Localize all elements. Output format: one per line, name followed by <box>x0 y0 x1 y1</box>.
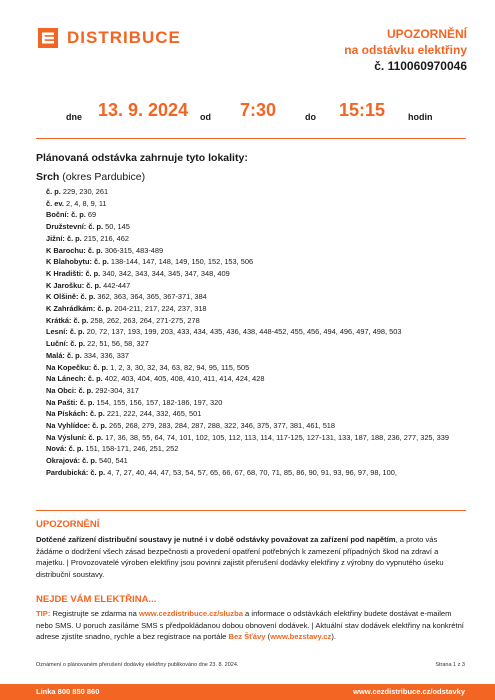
street-name: K Barochu: <box>46 245 86 255</box>
street-numbers: č. p. 154, 155, 156, 157, 182-186, 197, 320 <box>79 397 223 407</box>
street-name: Nová: <box>46 444 67 454</box>
hours-label: hodin <box>408 112 433 122</box>
notice-subtitle: na odstávku elektřiny <box>344 43 467 57</box>
number-prefix: č. p. <box>85 268 101 278</box>
street-numbers: č. p. 540, 541 <box>82 456 128 466</box>
street-name: Na Obci: <box>46 385 77 395</box>
street-list <box>46 186 471 479</box>
from-label: od <box>200 112 211 122</box>
street-row <box>46 291 471 303</box>
street-name: Na Vyhlídce: <box>46 421 91 431</box>
number-prefix: č. p. <box>66 350 82 360</box>
to-value: 15:15 <box>339 100 386 120</box>
street-row <box>46 221 471 233</box>
number-prefix: č. p. <box>79 397 95 407</box>
street-name: Na Pískách: <box>46 409 88 419</box>
street-name: K Hradišti: <box>46 268 84 278</box>
divider <box>36 510 466 511</box>
street-name: Na Pašti: <box>46 397 78 407</box>
street-row <box>46 198 471 210</box>
street-name: Na Výsluní: <box>46 432 87 442</box>
number-prefix: č. p. <box>90 467 106 477</box>
tip-part: Registrujte se zdarma na <box>50 609 139 618</box>
street-numbers: č. p. 340, 342, 343, 344, 345, 347, 348, 409 <box>85 268 230 278</box>
number-prefix: č. p. <box>97 304 113 314</box>
number-prefix: č. p. <box>70 339 86 349</box>
street-row <box>46 233 471 245</box>
warning-rest: , a proto vás žádáme o dodržení všech zásad bezpečnosti a provedení opatření potřebných k zamezení případných škod na zdraví a majetku. | Provozovatelé výroben elektřiny jsou povinni zajistit přerušení dodávky elektřiny z výrobny do vypnutého úseku distribuční soustavy. <box>36 535 444 579</box>
brand-name: DISTRIBUCE <box>67 28 181 47</box>
number-prefix: č. p. <box>78 385 94 395</box>
number-prefix: č. p. <box>71 210 86 220</box>
portal-name: Bez Šťávy <box>228 632 266 641</box>
number-prefix: č. p. <box>87 245 103 255</box>
date-value: 13. 9. 2024 <box>98 100 189 120</box>
street-numbers: č. p. 229, 230, 261 <box>46 187 109 196</box>
service-link[interactable]: www.cezdistribuce.cz/sluzba <box>138 609 243 618</box>
street-name: K Olšině: <box>46 292 79 302</box>
from-value: 7:30 <box>240 100 277 120</box>
street-name: Na Kopečku: <box>46 362 92 372</box>
number-prefix: č. p. <box>82 456 97 466</box>
notice-number: č. 110060970046 <box>374 59 467 73</box>
street-row <box>46 455 471 467</box>
street-name: Jižní: <box>46 233 65 243</box>
warning-bold: Dotčené zařízení distribuční soustavy je nutné i v době odstávky považovat za zařízení pod napětím <box>36 535 396 544</box>
publication-note: Oznámení o plánovaném přerušení dodávky elektřiny publikováno dne 23. 8. 2024. <box>36 662 239 668</box>
warning-text <box>36 534 464 580</box>
street-row <box>46 385 471 397</box>
street-row <box>46 408 471 420</box>
village-county: (okres Pardubice) <box>62 171 146 183</box>
tip-text <box>36 608 466 643</box>
tip-part: ). <box>331 632 336 641</box>
street-name: K Jarošku: <box>46 280 85 290</box>
street-row <box>46 432 471 444</box>
notice-header <box>344 26 467 74</box>
street-name: Lesní: <box>46 327 68 337</box>
number-prefix: č. p. <box>93 362 109 372</box>
street-row <box>46 467 471 479</box>
street-row <box>46 303 471 315</box>
street-row <box>46 256 471 268</box>
number-prefix: č. ev. <box>46 198 64 208</box>
tip-part: ( <box>265 632 271 641</box>
street-name: Luční: <box>46 339 69 349</box>
village-heading <box>36 171 145 183</box>
street-row <box>46 280 471 292</box>
bezstavy-link[interactable]: www.bezstavy.cz <box>270 632 332 641</box>
number-prefix: č. p. <box>69 327 85 337</box>
street-numbers: č. p. 215, 216, 462 <box>66 233 130 243</box>
street-row <box>46 245 471 257</box>
street-row <box>46 338 471 350</box>
street-numbers: č. p. 258, 262, 263, 264, 271-275, 278 <box>73 315 200 325</box>
page-number: Strana 1 z 3 <box>435 662 465 668</box>
street-name: Boční: <box>46 210 69 220</box>
street-row <box>46 209 471 221</box>
street-numbers: č. p. 69 <box>71 210 97 220</box>
number-prefix: č. p. <box>80 292 96 302</box>
street-numbers: č. p. 20, 72, 137, 193, 199, 203, 433, 434, 435, 436, 438, 448-452, 455, 456, 494, 496, 497, 498, 503 <box>69 327 402 337</box>
footer-website[interactable]: www.cezdistribuce.cz/odstavky <box>353 687 465 696</box>
street-numbers: č. p. 50, 145 <box>88 222 130 232</box>
number-prefix: č. p. <box>88 222 104 232</box>
to-label: do <box>305 112 316 122</box>
no-power-title: NEJDE VÁM ELEKTŘINA... <box>36 594 157 605</box>
street-name: Družstevní: <box>46 222 87 232</box>
street-row <box>46 315 471 327</box>
cez-logo-icon <box>38 28 58 48</box>
street-row <box>46 420 471 432</box>
warning-title: UPOZORNĚNÍ <box>36 519 100 530</box>
street-numbers: č. p. 204-211, 217, 224, 237, 318 <box>97 304 207 314</box>
street-numbers: č. p. 4, 7, 27, 40, 44, 47, 53, 54, 57, 65, 66, 67, 68, 70, 71, 85, 86, 90, 91, 93, 96, 97, 98, 100, <box>90 467 397 477</box>
street-name: Pardubická: <box>46 467 89 477</box>
date-label: dne <box>66 112 83 122</box>
street-numbers: č. ev. 2, 4, 8, 9, 11 <box>46 198 107 208</box>
tip-part: a informace o odstávkách elektřiny budete dostávat e-mailem nebo SMS. U poruch zasíláme SMS s předpokládanou dobou obnovení dodávek. | Aktuální stav dodávek elektřiny na konkrétní adrese zjistíte snadno, rychle a bez registrace na portále <box>36 609 464 641</box>
street-row <box>46 326 471 338</box>
number-prefix: č. p. <box>66 233 82 243</box>
number-prefix: č. p. <box>46 187 61 196</box>
schedule-row <box>0 100 495 130</box>
notice-title: UPOZORNĚNÍ <box>386 27 467 41</box>
street-name: Krátká: <box>46 315 72 325</box>
street-row <box>46 186 471 198</box>
street-numbers: č. p. 17, 36, 38, 55, 64, 74, 101, 102, 105, 112, 113, 114, 117-125, 127-131, 133, 187, 188, 236, 277, 325, 339 <box>88 432 449 442</box>
number-prefix: č. p. <box>92 421 107 431</box>
street-row <box>46 362 471 374</box>
street-numbers: č. p. 138-144, 147, 148, 149, 150, 152, 153, 506 <box>94 257 254 267</box>
tip-label: TIP: <box>36 609 51 618</box>
planned-title: Plánovaná odstávka zahrnuje tyto lokality: <box>36 152 248 164</box>
street-name: Malá: <box>46 350 65 360</box>
street-numbers: č. p. 362, 363, 364, 365, 367-371, 384 <box>80 292 207 302</box>
street-numbers: č. p. 22, 51, 56, 58, 327 <box>70 339 149 349</box>
divider <box>36 138 466 139</box>
number-prefix: č. p. <box>68 444 84 454</box>
street-numbers: č. p. 265, 268, 279, 283, 284, 287, 288, 322, 346, 375, 377, 381, 461, 518 <box>92 421 336 431</box>
street-row <box>46 373 471 385</box>
street-numbers: č. p. 151, 158-171, 246, 251, 252 <box>68 444 179 454</box>
street-row <box>46 443 471 455</box>
number-prefix: č. p. <box>87 374 103 384</box>
street-numbers: č. p. 221, 222, 244, 332, 465, 501 <box>89 409 202 419</box>
street-numbers: č. p. 292-304, 317 <box>78 385 139 395</box>
street-row <box>46 397 471 409</box>
street-row <box>46 350 471 362</box>
street-name: Okrajová: <box>46 456 81 466</box>
number-prefix: č. p. <box>88 432 104 442</box>
village-name: Srch <box>36 171 60 183</box>
footer-bar <box>0 684 495 700</box>
street-numbers: č. p. 442-447 <box>86 280 131 290</box>
street-numbers: č. p. 1, 2, 3, 30, 32, 34, 63, 82, 94, 95, 115, 505 <box>93 362 250 372</box>
street-name: K Zahrádkám: <box>46 304 96 314</box>
number-prefix: č. p. <box>89 409 105 419</box>
hotline[interactable]: Linka 800 850 860 <box>36 687 100 696</box>
number-prefix: č. p. <box>73 315 89 325</box>
street-name: Na Lánech: <box>46 374 86 384</box>
street-row <box>46 268 471 280</box>
street-numbers: č. p. 402, 403, 404, 405, 408, 410, 411, 414, 424, 428 <box>87 374 265 384</box>
street-name: K Blahobytu: <box>46 257 92 267</box>
number-prefix: č. p. <box>94 257 109 267</box>
number-prefix: č. p. <box>86 280 102 290</box>
street-numbers: č. p. 334, 336, 337 <box>66 350 130 360</box>
street-numbers: č. p. 306-315, 483-489 <box>87 245 164 255</box>
